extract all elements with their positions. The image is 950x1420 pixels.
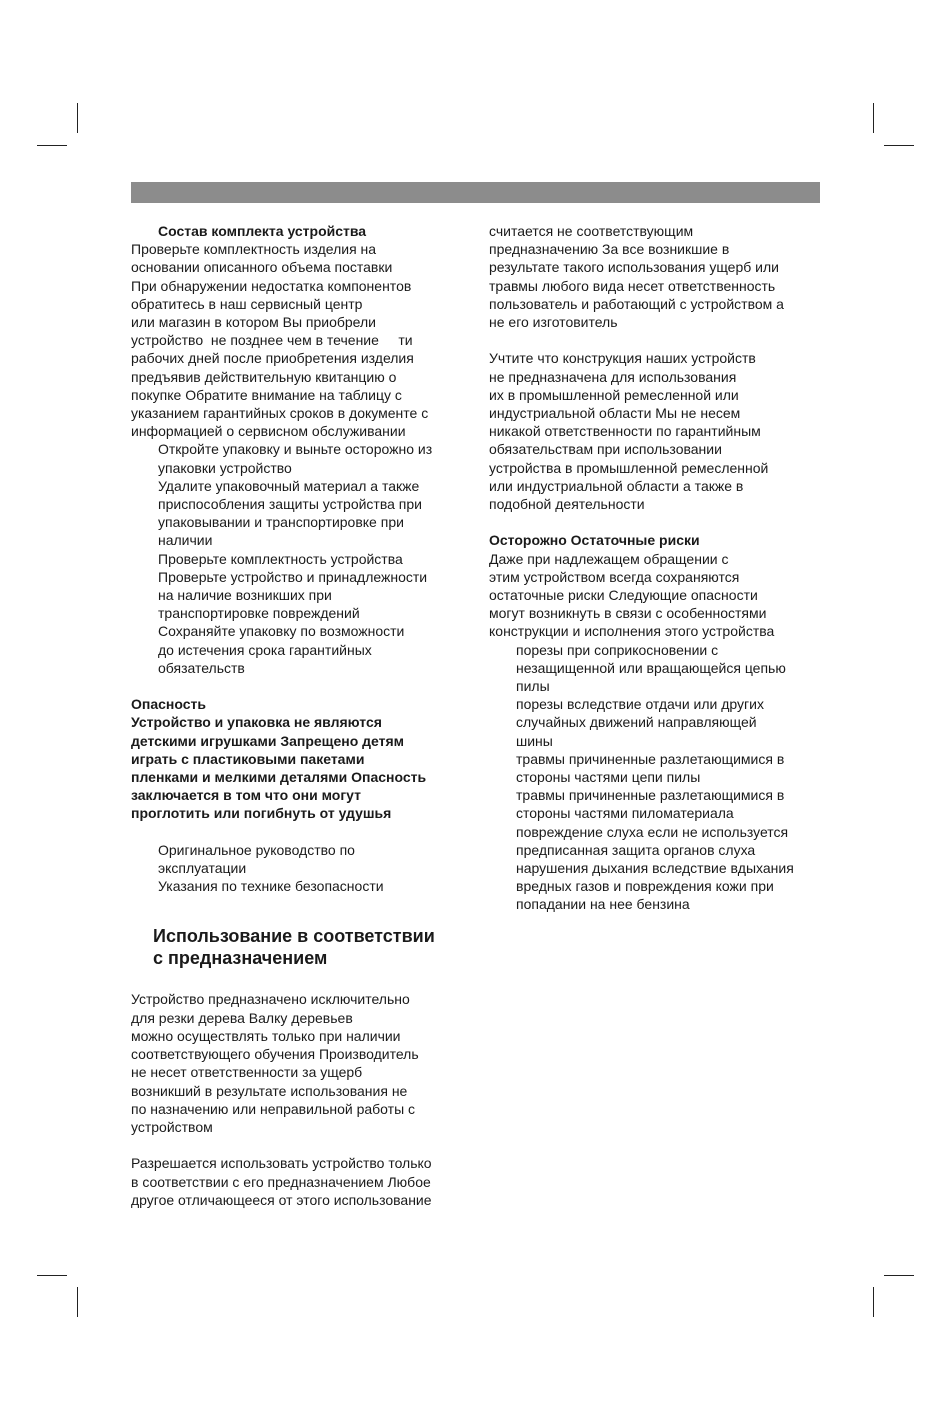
list-item: травмы причиненные разлетающимися в — [516, 750, 785, 767]
list-item: Указания по технике безопасности — [158, 878, 384, 895]
usage-paragraph-2: Разрешается использовать устройство только в соответствии с его предназначением Любое другое отличающееся от этого использование — [131, 1155, 432, 1208]
list-item: травмы причиненные разлетающимися в — [516, 787, 785, 804]
list-item: Оригинальное руководство по — [158, 841, 355, 858]
list-item: обязательств — [158, 659, 245, 676]
list-item: стороны частями пиломатериала — [516, 805, 734, 822]
list-item: наличии — [158, 532, 213, 549]
list-item: упаковки устройство — [158, 459, 292, 476]
crop-mark — [37, 1275, 67, 1276]
list-item: до истечения срока гарантийных — [158, 641, 372, 658]
list-item: приспособления защиты устройства при — [158, 496, 422, 513]
list-item: Откройте упаковку и выньте осторожно из — [158, 441, 433, 458]
usage-heading: Использование в соответствии с предназначением — [153, 926, 435, 969]
list-item: на наличие возникших при — [158, 587, 332, 604]
list-item: попадании на нее бензина — [516, 896, 690, 913]
kit-list — [131, 440, 466, 677]
danger-text: Устройство и упаковка не являются детскими игрушками Запрещено детям играть с пластиковыми пакетами пленками и мелкими деталями Опасность заключается в том что они могут проглотить или погибнуть от удушья — [131, 714, 427, 822]
right-column — [489, 222, 824, 914]
list-item: порезы при соприкосновении с — [516, 641, 719, 658]
responsibility-paragraph: считается не соответствующим предназначению За все возникшие в результате такого использования ущерб или травмы любого вида несет ответственность пользователь и работающий с устройством а не его изготовитель — [489, 223, 784, 331]
list-item: порезы вследствие отдачи или других — [516, 696, 764, 713]
list-item: случайных движений направляющей — [516, 714, 757, 731]
caution-paragraph: Даже при надлежащем обращении с этим устройством всегда сохраняются остаточные риски Следующие опасности могут возникнуть в связи с особенностями конструкции и исполнения этого устройства — [489, 550, 775, 640]
list-item: шины — [516, 732, 553, 749]
usage-paragraph-1: Устройство предназначено исключительно для резки дерева Валку деревьев можно осуществлять только при наличии соответствующего обучения Производитель не несет ответственности за ущерб возникший в результате использования не по назначению или неправильной работы с устройством — [131, 991, 419, 1135]
risks-list — [489, 641, 824, 914]
list-item: транспортировке повреждений — [158, 605, 360, 622]
list-item: предписанная защита органов слуха — [516, 841, 756, 858]
list-item: Проверьте комплектность устройства — [158, 550, 403, 567]
list-item: нарушения дыхания вследствие вдыхания — [516, 860, 794, 877]
kit-paragraph: Проверьте комплектность изделия на основании описанного объема поставки При обнаружении недостатка компонентов обратитесь в наш сервисный центр или магазин в котором Вы приобрели устройство не позднее чем в течение ти рабочих дней после приобретения изделия предъявив действительную квитанцию о покупке Обратите внимание на таблицу с указанием гарантийных сроков в документе с информацией о сервисном обслуживании — [131, 241, 429, 440]
left-column — [131, 222, 466, 1209]
docs-list — [131, 841, 466, 896]
kit-title: Состав комплекта устройства — [158, 223, 367, 239]
caution-title: Осторожно Остаточные риски — [489, 532, 700, 549]
crop-mark — [873, 1287, 874, 1317]
list-item: пилы — [516, 678, 550, 695]
crop-mark — [884, 1275, 914, 1276]
list-item: Проверьте устройство и принадлежности — [158, 568, 428, 585]
crop-mark — [884, 145, 914, 146]
list-item: Удалите упаковочный материал а также — [158, 477, 420, 494]
crop-mark — [77, 1287, 78, 1317]
list-item: эксплуатации — [158, 860, 247, 877]
danger-title: Опасность — [131, 696, 206, 713]
industrial-use-paragraph: Учтите что конструкция наших устройств не предназначена для использования их в промышленной ремесленной или индустриальной области Мы не несем никакой ответственности по гарантийным обязательствам при использовании устройства в промышленной ремесленной или индустриальной области а также в подобной деятельности — [489, 350, 769, 513]
list-item: стороны частями цепи пилы — [516, 769, 701, 786]
crop-mark — [873, 103, 874, 133]
crop-mark — [77, 103, 78, 133]
list-item: Сохраняйте упаковку по возможности — [158, 623, 405, 640]
list-item: незащищенной или вращающейся цепью — [516, 659, 786, 676]
list-item: упаковывании и транспортировке при — [158, 514, 404, 531]
list-item: вредных газов и повреждения кожи при — [516, 878, 774, 895]
crop-mark — [37, 145, 67, 146]
header-bar — [131, 182, 820, 203]
list-item: повреждение слуха если не используется — [516, 823, 789, 840]
